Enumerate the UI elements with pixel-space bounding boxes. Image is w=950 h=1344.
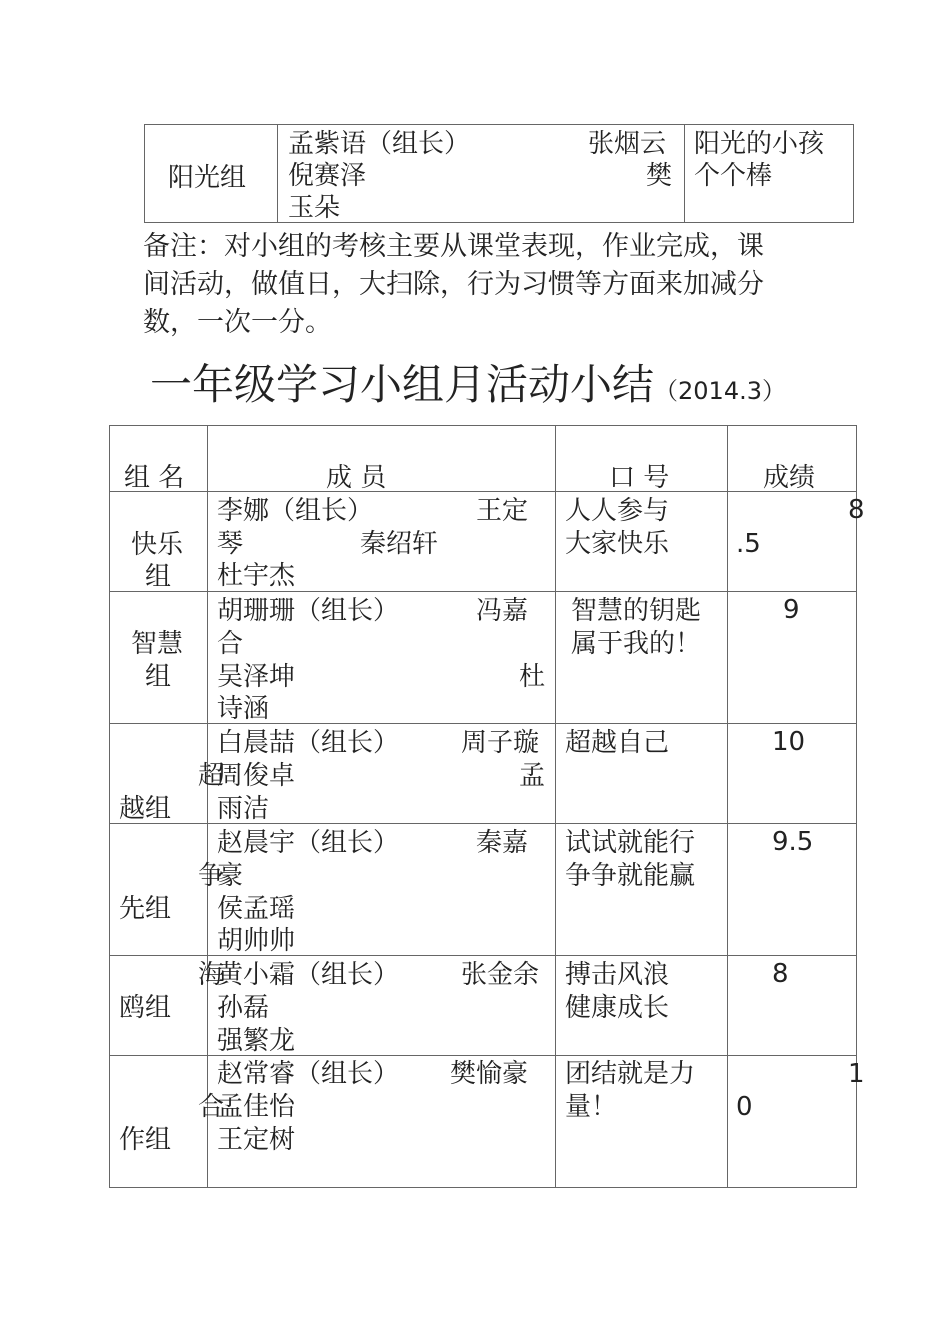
score-value: 10 xyxy=(772,727,806,757)
member-text: 合 xyxy=(217,629,244,659)
group-name: 快乐 xyxy=(131,530,184,560)
member-text: 张金余 xyxy=(461,960,540,990)
header-slogan: 口 号 xyxy=(609,463,670,493)
slogan-text: 人人参与 xyxy=(565,496,670,526)
member-text: 张烟云 xyxy=(588,129,667,159)
slogan-text: 团结就是力 xyxy=(565,1059,696,1089)
slogan-text: 阳光的小孩 xyxy=(694,129,825,159)
note-line: 间活动，做值日，大扫除，行为习惯等方面来加减分 xyxy=(143,269,764,300)
score-value: 0 xyxy=(736,1092,753,1122)
slogan-text: 健康成长 xyxy=(565,993,670,1023)
group-name: 组 xyxy=(145,562,172,592)
member-text: 雨洁 xyxy=(217,794,270,824)
member-text: 豪 xyxy=(217,861,244,891)
slogan-text: 试试就能行 xyxy=(565,828,696,858)
member-text: 强繁龙 xyxy=(217,1026,296,1056)
member-text: 冯嘉 xyxy=(476,596,529,626)
group-name: 作组 xyxy=(119,1125,172,1155)
note-line: 数，一次一分。 xyxy=(143,307,332,338)
group-name: 海 xyxy=(198,960,225,990)
score-value: 9 xyxy=(783,595,800,625)
group-name: 鸥组 xyxy=(119,993,172,1023)
slogan-text: 大家快乐 xyxy=(565,529,670,559)
note-line: 备注：对小组的考核主要从课堂表现，作业完成，课 xyxy=(143,231,764,262)
header-score: 成绩 xyxy=(763,463,816,493)
member-text: 杜 xyxy=(519,662,546,692)
note-paragraph xyxy=(143,228,823,342)
slogan-text: 搏击风浪 xyxy=(565,960,670,990)
title-date: （2014.3） xyxy=(654,377,786,405)
member-text: 胡帅帅 xyxy=(217,926,296,956)
slogan-text: 争争就能赢 xyxy=(565,861,696,891)
member-text: 秦嘉 xyxy=(476,828,529,858)
member-text: 王定树 xyxy=(217,1125,296,1155)
member-text: 胡珊珊（组长） xyxy=(217,596,400,626)
group-name: 先组 xyxy=(119,894,172,924)
member-text: 李娜（组长） xyxy=(217,496,374,526)
group-name: 合 xyxy=(198,1092,225,1122)
score-value: 1 xyxy=(848,1059,865,1089)
member-text: 吴泽坤 xyxy=(217,662,296,692)
group-name: 智慧 xyxy=(131,629,184,659)
slogan-text: 属于我的！ xyxy=(571,629,702,659)
member-text: 诗涵 xyxy=(217,694,270,724)
member-text: 周子璇 xyxy=(461,728,540,758)
member-text: 孟佳怡 xyxy=(217,1092,296,1122)
member-text: 侯孟瑶 xyxy=(217,894,296,924)
slogan-text: 量！ xyxy=(565,1092,618,1122)
member-text: 孟紫语（组长） xyxy=(288,129,471,159)
group-name: 争 xyxy=(198,861,225,891)
group-name: 超 xyxy=(198,761,225,791)
member-text: 黄小霜（组长） xyxy=(217,960,400,990)
score-value: 8 xyxy=(772,959,789,989)
member-text: 孟 xyxy=(519,761,546,791)
member-text: 杜宇杰 xyxy=(217,561,296,591)
member-text: 倪赛泽 xyxy=(288,161,367,191)
member-text: 玉朵 xyxy=(288,193,341,223)
score-value: 9.5 xyxy=(772,827,814,857)
header-members: 成 员 xyxy=(326,463,387,493)
slogan-text: 智慧的钥匙 xyxy=(571,596,702,626)
group-name: 组 xyxy=(145,662,172,692)
slogan-text: 超越自己 xyxy=(565,728,670,758)
member-text: 琴 xyxy=(217,529,244,559)
page-title xyxy=(150,360,786,416)
member-text: 秦绍轩 xyxy=(360,529,439,559)
member-text: 赵常睿（组长） xyxy=(217,1059,400,1089)
member-text: 赵晨宇（组长） xyxy=(217,828,400,858)
member-text: 白晨喆（组长） xyxy=(217,728,400,758)
title-main: 一年级学习小组月活动小结 xyxy=(150,360,655,409)
member-text: 周俊卓 xyxy=(217,761,296,791)
score-value: 8 xyxy=(848,495,865,525)
member-text: 孙磊 xyxy=(217,993,270,1023)
member-text: 樊 xyxy=(646,161,673,191)
slogan-text: 个个棒 xyxy=(694,161,773,191)
member-text: 樊愉豪 xyxy=(450,1059,529,1089)
header-group-name: 组 名 xyxy=(124,463,185,493)
group-name: 阳光组 xyxy=(168,163,247,193)
member-text: 王定 xyxy=(476,496,529,526)
group-name: 越组 xyxy=(119,794,172,824)
score-value: .5 xyxy=(736,529,761,559)
